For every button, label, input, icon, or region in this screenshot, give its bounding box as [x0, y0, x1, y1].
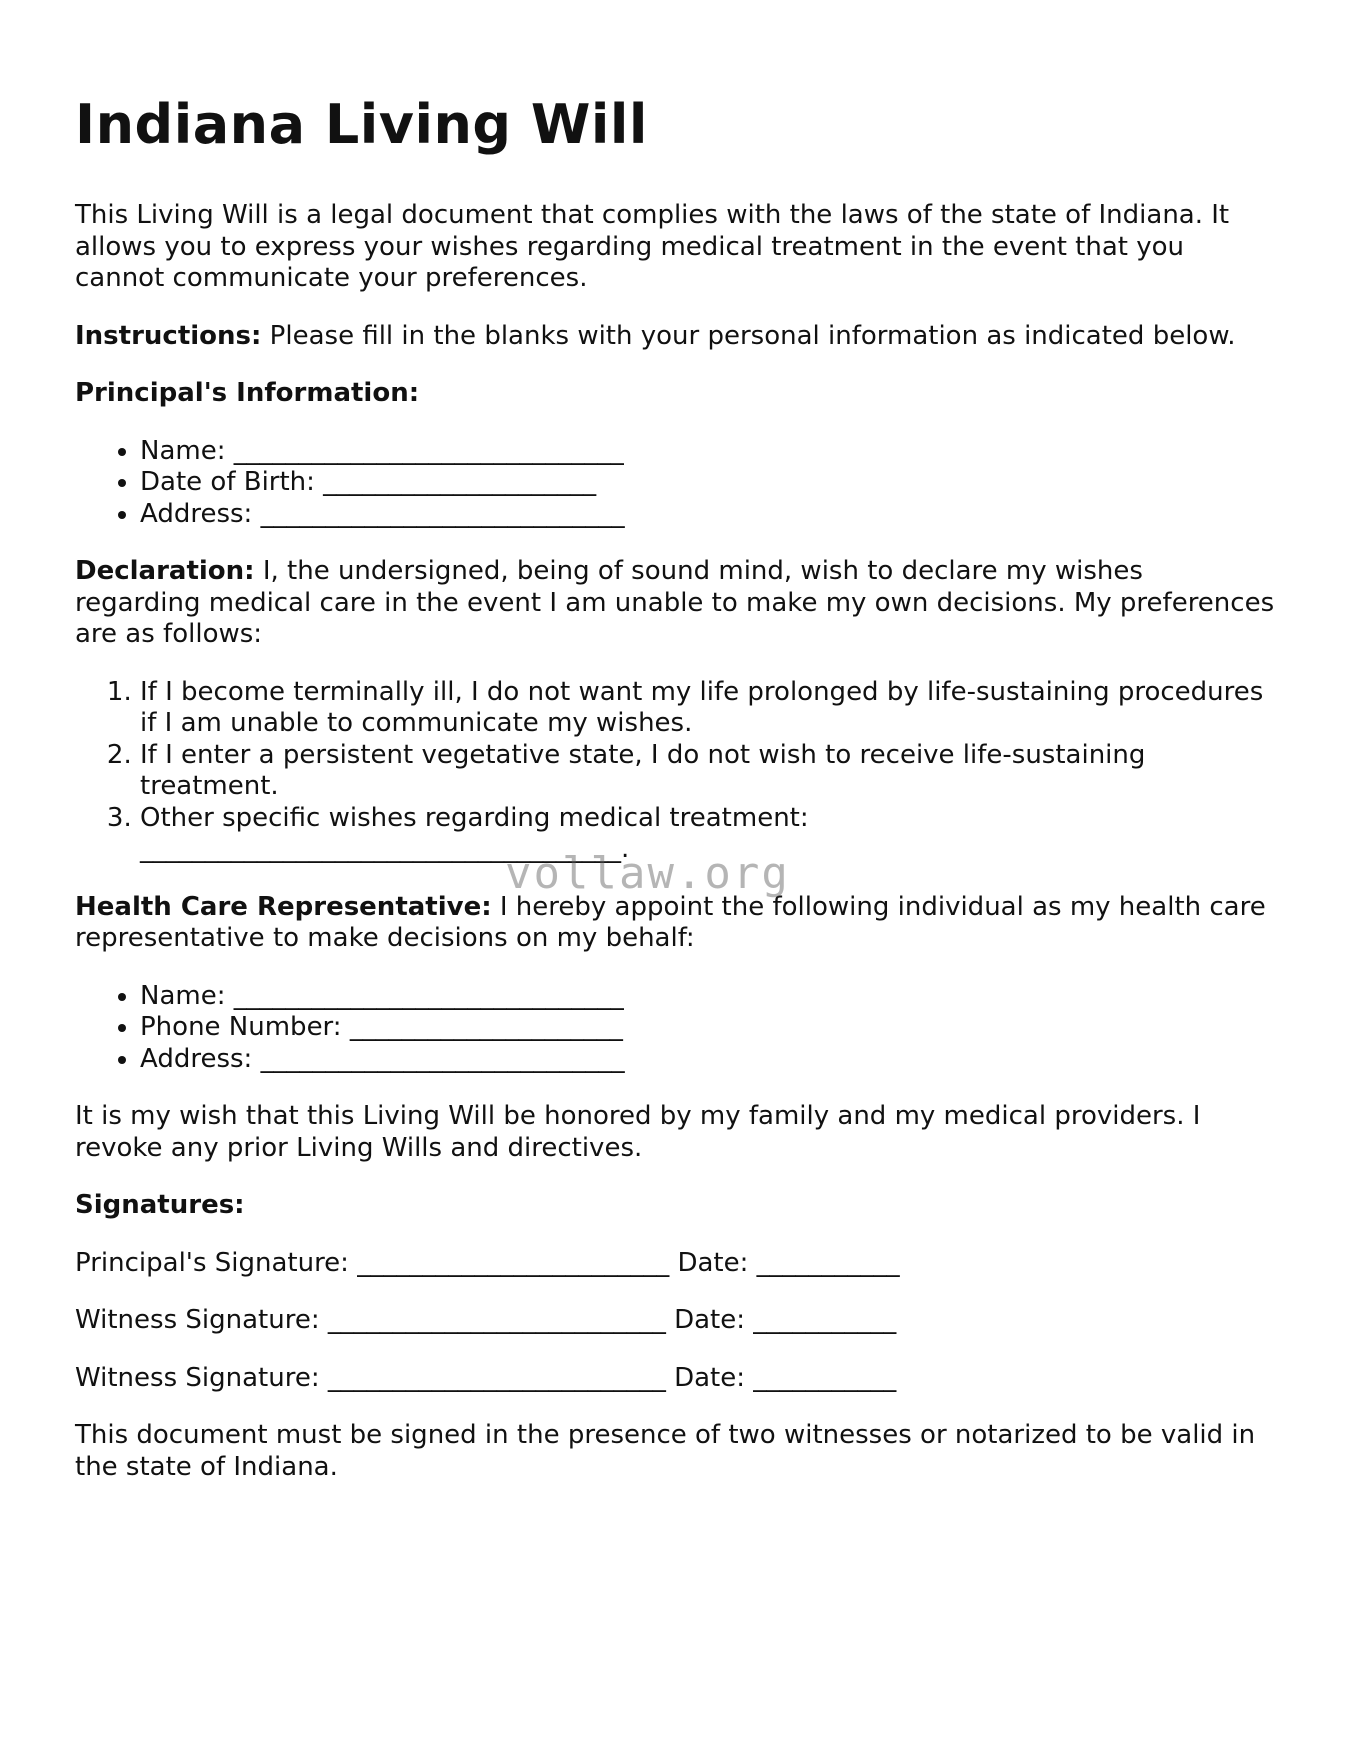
representative-phone-field: • Phone Number: _____________________	[140, 1012, 1275, 1044]
representative-paragraph	[75, 892, 1275, 955]
declaration-item-vegetative: 2. If I enter a persistent vegetative state, I do not wish to receive life-sustaining treatment.	[140, 740, 1275, 803]
instructions-label: Instructions:	[75, 320, 262, 351]
declaration-item-other: 3. Other specific wishes regarding medical treatment: _____________________________________.	[140, 803, 1275, 866]
principal-name-field: • Name: ______________________________	[140, 436, 1275, 468]
footer-paragraph: This document must be signed in the presence of two witnesses or notarized to be valid in the state of Indiana.	[75, 1420, 1256, 1482]
instructions-paragraph	[75, 321, 1275, 353]
intro-paragraph: This Living Will is a legal document that complies with the laws of the state of Indiana. It allows you to express your wishes regarding medical treatment in the event that you cannot communicate your preferences.	[75, 200, 1230, 293]
principal-heading: Principal's Information:	[75, 378, 420, 408]
instructions-text: Please fill in the blanks with your personal information as indicated below.	[261, 320, 1236, 351]
declaration-text: I, the undersigned, being of sound mind, wish to declare my wishes regarding medical care in the event I am unable to make my own decisions. My preferences are as follows:	[75, 556, 1275, 649]
wish-paragraph: It is my wish that this Living Will be honored by my family and my medical providers. I revoke any prior Living Wills and directives.	[75, 1101, 1201, 1163]
representative-text: I hereby appoint the following individual as my health care representative to make decisions on my behalf:	[75, 891, 1266, 953]
representative-label: Health Care Representative:	[75, 891, 492, 922]
document-title: Indiana Living Will	[75, 93, 648, 156]
watermark: vollaw.org	[505, 848, 790, 899]
signatures-heading: Signatures:	[75, 1190, 245, 1220]
document	[75, 90, 1275, 1509]
witness-signature-line-2: Witness Signature: __________________________ Date: ___________	[75, 1362, 897, 1393]
representative-info-list	[75, 981, 1275, 1076]
representative-name-field: • Name: ______________________________	[140, 981, 1275, 1013]
declaration-paragraph	[75, 556, 1275, 651]
principal-info-list	[75, 436, 1275, 531]
principal-dob-field: • Date of Birth: _____________________	[140, 467, 1275, 499]
principal-signature-line: Principal's Signature: ________________________ Date: ___________	[75, 1247, 900, 1278]
witness-signature-line-1: Witness Signature: __________________________ Date: ___________	[75, 1305, 897, 1335]
principal-address-field: • Address: ____________________________	[140, 499, 1275, 531]
declaration-list	[75, 677, 1275, 866]
representative-address-field: • Address: ____________________________	[140, 1044, 1275, 1076]
declaration-item-terminal: 1. If I become terminally ill, I do not want my life prolonged by life-sustaining procedures if I am unable to communicate my wishes.	[140, 677, 1275, 740]
declaration-label: Declaration:	[75, 556, 255, 586]
